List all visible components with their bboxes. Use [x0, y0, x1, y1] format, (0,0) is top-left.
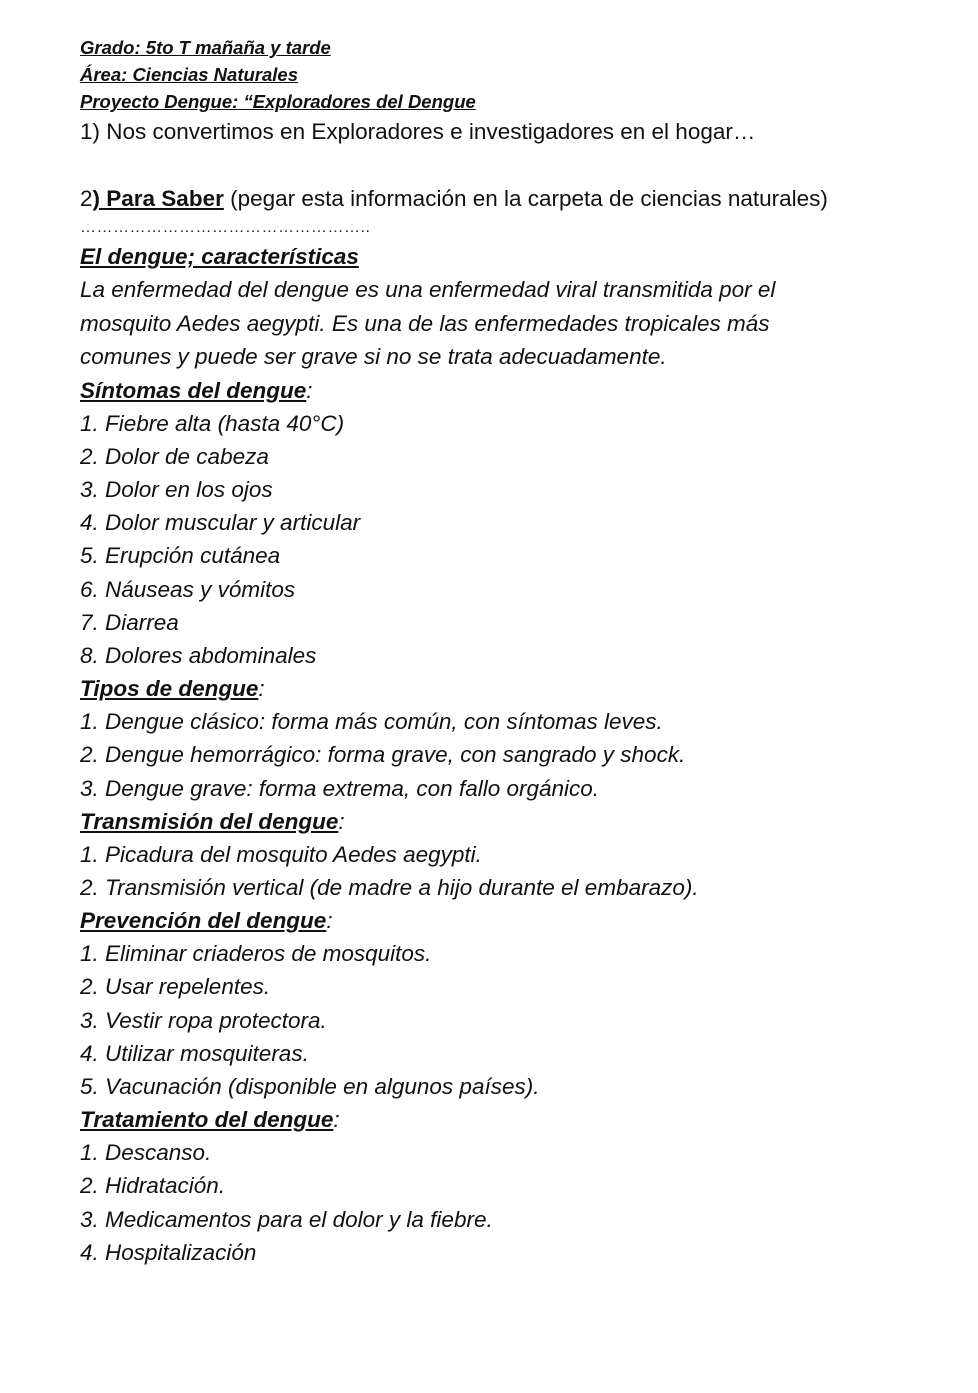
list-item: 3. Dengue grave: forma extrema, con fallo orgánico. [80, 775, 600, 801]
header-proyecto: Proyecto Dengue: “Exploradores del Dengue [80, 91, 476, 112]
list-item: 4. Utilizar mosquiteras. [80, 1040, 309, 1066]
tipos-title: Tipos de dengue [80, 676, 259, 702]
section-title-prevencion [80, 904, 960, 937]
list-item: 1. Descanso. [80, 1140, 212, 1166]
tipos-colon: : [258, 676, 265, 702]
section-title-transmision [80, 805, 960, 838]
point-1: 1) Nos convertimos en Exploradores e investigadores en el hogar… [80, 119, 756, 144]
list-item: 8. Dolores abdominales [80, 642, 317, 668]
section-title-tipos [80, 672, 960, 705]
section-title-sintomas [80, 374, 960, 407]
header-area: Área: Ciencias Naturales [80, 64, 298, 85]
list-item: 5. Vacunación (disponible en algunos países). [80, 1073, 540, 1099]
list-item: 2. Usar repelentes. [80, 974, 271, 1000]
list-item: 1. Dengue clásico: forma más común, con síntomas leves. [80, 709, 663, 735]
point-2-number: 2 [80, 186, 93, 211]
list-item: 6. Náuseas y vómitos [80, 576, 296, 602]
prevencion-colon: : [326, 908, 333, 934]
list-item: 2. Hidratación. [80, 1173, 226, 1199]
list-item: 5. Erupción cutánea [80, 543, 281, 569]
tratamiento-title: Tratamiento del dengue [80, 1107, 334, 1133]
list-item: 7. Diarrea [80, 609, 179, 635]
list-item: 2. Dolor de cabeza [80, 443, 269, 469]
list-item: 3. Dolor en los ojos [80, 476, 273, 502]
list-item: 2. Transmisión vertical (de madre a hijo durante el embarazo). [80, 874, 699, 900]
list-item: 4. Hospitalización [80, 1239, 257, 1265]
transmision-title: Transmisión del dengue [80, 808, 339, 834]
list-item: 4. Dolor muscular y articular [80, 510, 361, 536]
document-page [80, 34, 960, 1269]
list-item: 3. Medicamentos para el dolor y la fiebre. [80, 1206, 493, 1232]
intro-line: mosquito Aedes aegypti. Es una de las enfermedades tropicales más [80, 310, 770, 336]
intro-line: comunes y puede ser grave si no se trata adecuadamente. [80, 344, 667, 369]
point-2-rest: (pegar esta información en la carpeta de ciencias naturales) [223, 186, 828, 211]
list-item: 3. Vestir ropa protectora. [80, 1007, 327, 1033]
list-item: 1. Fiebre alta (hasta 40°C) [80, 410, 345, 436]
sintomas-colon: : [306, 377, 313, 403]
point-2-title: ) Para Saber [92, 186, 224, 211]
transmision-colon: : [338, 808, 345, 834]
list-item: 1. Eliminar criaderos de mosquitos. [80, 941, 432, 967]
sintomas-title: Síntomas del dengue [80, 377, 307, 403]
header-grado: Grado: 5to T mañaña y tarde [80, 37, 331, 58]
list-item: 2. Dengue hemorrágico: forma grave, con sangrado y shock. [80, 742, 686, 768]
intro-line: La enfermedad del dengue es una enfermedad viral transmitida por el [80, 277, 776, 302]
list-item: 1. Picadura del mosquito Aedes aegypti. [80, 841, 482, 867]
tratamiento-colon: : [333, 1107, 340, 1133]
prevencion-title: Prevención del dengue [80, 908, 327, 934]
dotted-line: …………………………………………….. [80, 219, 371, 236]
section-title-intro [80, 240, 960, 273]
intro-title: El dengue; características [80, 244, 359, 269]
point-2 [80, 184, 960, 214]
section-title-tratamiento [80, 1103, 960, 1136]
